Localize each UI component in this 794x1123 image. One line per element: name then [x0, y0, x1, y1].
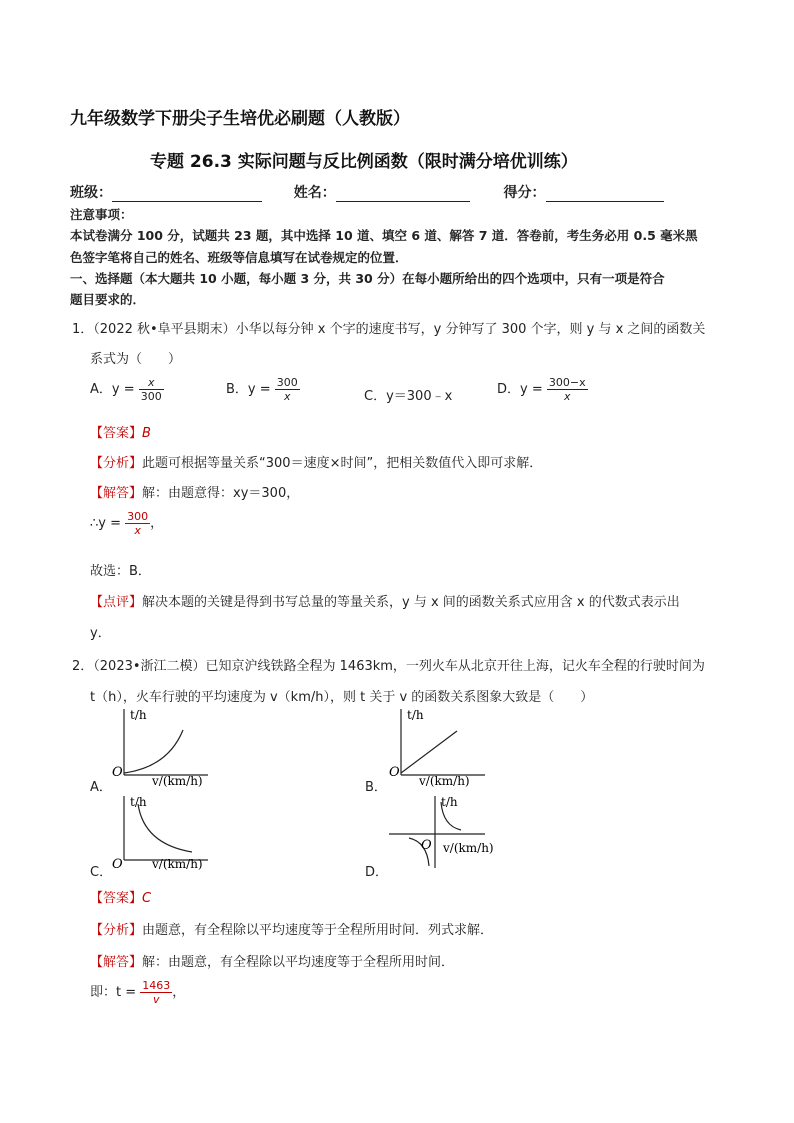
comment-tag: 【点评】 — [90, 595, 143, 610]
q1-option-d-num: 300−x — [548, 376, 586, 389]
solution-tag: 【解答】 — [90, 486, 143, 501]
info-fields — [70, 182, 664, 202]
therefore-tail: ， — [150, 516, 164, 531]
analysis-text: 此题可根据等量关系“300＝速度×时间”，把相关数值代入即可求解． — [142, 456, 543, 471]
q1-option-b-num: 300 — [276, 376, 298, 389]
result-den: v — [153, 993, 160, 1006]
section-heading-1: 一、选择题（本大题共 10 小题，每小题 3 分，共 30 分）在每小题所给出的四个选项中，只有一项是符合 — [70, 271, 665, 286]
analysis-text: 由题意，有全程除以平均速度等于全程所用时间．列式求解． — [142, 923, 494, 938]
class-label: 班级： — [70, 185, 112, 201]
q1-analysis — [90, 452, 542, 471]
comment-text: 解决本题的关键是得到书写总量的等量关系，y 与 x 间的函数关系式应用含 x 的代数式表示出 — [142, 595, 680, 610]
section-heading-2: 题目要求的． — [70, 292, 146, 307]
origin-label: O — [421, 838, 432, 853]
name-label: 姓名： — [293, 185, 336, 201]
q1-answer — [90, 422, 151, 441]
q2-graph-c — [108, 792, 268, 872]
result-tail: ， — [172, 985, 186, 1000]
result-label: 即：t = — [90, 985, 137, 1000]
notes-line-2: 色签字笔将自己的姓名、班级等信息填写在试卷规定的位置． — [70, 250, 408, 265]
answer-tag: 【答案】 — [90, 891, 143, 906]
answer-value: C — [142, 891, 152, 906]
q2-answer — [90, 887, 151, 906]
name-blank[interactable] — [336, 187, 470, 202]
y-axis-label: t/h — [130, 708, 147, 722]
q1-option-c[interactable]: C．y＝300﹣x — [364, 389, 453, 404]
x-axis-label: v/(km/h) — [419, 774, 470, 787]
solution-tag: 【解答】 — [90, 955, 143, 970]
q2-graph-a — [108, 705, 268, 787]
q2-option-a[interactable]: A． — [90, 780, 112, 795]
q2-stem-1: 2．（2023•浙江二模）已知京沪线铁路全程为 1463km，一列火车从北京开往上海，记火车全程的行驶时间为 — [72, 659, 705, 674]
analysis-tag: 【分析】 — [90, 923, 143, 938]
q1-option-b[interactable] — [226, 376, 300, 403]
analysis-tag: 【分析】 — [90, 456, 143, 471]
y-axis-label: t/h — [441, 795, 458, 809]
q1-stem-2: 系式为（ ） — [90, 352, 182, 367]
q2-solution — [90, 951, 454, 970]
x-axis-label: v/(km/h) — [443, 841, 494, 855]
q2-analysis — [90, 919, 493, 938]
q2-graph-d — [385, 792, 555, 872]
origin-label: O — [112, 765, 123, 780]
q1-option-a-num: x — [139, 376, 164, 390]
q2-result — [90, 979, 185, 1006]
graph-line — [401, 731, 457, 773]
therefore-num: 300 — [127, 510, 149, 523]
result-num: 1463 — [142, 979, 171, 992]
q1-comment — [90, 591, 680, 610]
document-subtitle: 专题 26.3 实际问题与反比例函数（限时满分培优训练） — [150, 152, 578, 172]
document-title: 九年级数学下册尖子生培优必刷题（人教版） — [70, 109, 410, 129]
y-axis-label: t/h — [130, 795, 147, 809]
therefore-den: x — [134, 524, 141, 537]
notes-heading: 注意事项： — [70, 207, 133, 222]
q1-option-d[interactable] — [497, 376, 588, 403]
q1-option-a-label: A．y = — [90, 382, 135, 397]
solution-text: 解：由题意，有全程除以平均速度等于全程所用时间． — [142, 955, 455, 970]
score-label: 得分： — [503, 185, 546, 201]
q1-comment-2: y． — [90, 626, 111, 641]
score-blank[interactable] — [546, 187, 664, 202]
q1-choose: 故选：B． — [90, 564, 151, 579]
x-axis-label: v/(km/h) — [152, 857, 203, 871]
solution-text: 解：由题意得：xy＝300， — [142, 486, 300, 501]
q1-option-a-den: 300 — [140, 390, 162, 403]
q1-option-a[interactable] — [90, 376, 164, 403]
q1-option-d-den: x — [563, 390, 571, 403]
x-axis-label: v/(km/h) — [152, 774, 203, 787]
q1-option-b-label: B．y = — [226, 382, 271, 397]
notes-line-1: 本试卷满分 100 分，试题共 23 题，其中选择 10 道、填空 6 道、解答 7 道．答卷前，考生务必用 0.5 毫米黑 — [70, 228, 698, 243]
q1-option-d-label: D．y = — [497, 382, 543, 397]
graph-curve — [138, 804, 192, 852]
graph-curve — [124, 730, 183, 773]
origin-label: O — [389, 765, 400, 780]
q2-option-d[interactable]: D． — [365, 865, 389, 880]
q1-stem-1: 1．（2022 秋•阜平县期末）小华以每分钟 x 个字的速度书写，y 分钟写了 300 个字，则 y 与 x 之间的函数关 — [72, 322, 706, 337]
q1-therefore — [90, 510, 163, 537]
class-blank[interactable] — [112, 187, 262, 202]
q2-option-c[interactable]: C． — [90, 865, 113, 880]
therefore-label: ∴y = — [90, 516, 121, 531]
q1-solution — [90, 482, 299, 501]
q2-stem-2: t（h），火车行驶的平均速度为 v（km/h），则 t 关于 v 的函数关系图象大致是（ ） — [90, 690, 594, 705]
q1-option-b-den: x — [284, 390, 291, 403]
answer-value: B — [142, 426, 151, 441]
q2-graph-b — [385, 705, 545, 787]
origin-label: O — [112, 857, 123, 872]
q2-option-b[interactable]: B． — [365, 780, 387, 795]
answer-tag: 【答案】 — [90, 426, 143, 441]
y-axis-label: t/h — [407, 708, 424, 722]
